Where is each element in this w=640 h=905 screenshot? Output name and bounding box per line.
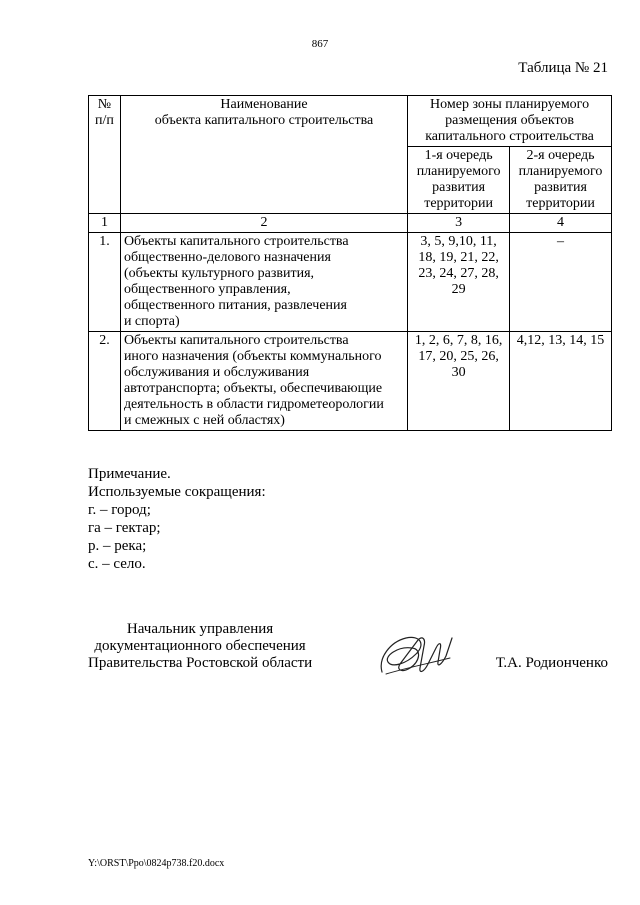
header-text: планируемого — [518, 164, 603, 179]
table-row — [89, 233, 612, 332]
notes-item: с. – село. — [88, 556, 146, 572]
table-caption: Таблица № 21 — [518, 60, 608, 76]
row-name-line: деятельность в области гидрометеорологии — [123, 397, 384, 412]
header-text: капитального строительства — [425, 129, 594, 144]
row-phase1-cell — [408, 332, 510, 431]
row-name-line: и смежных с ней областях) — [123, 413, 285, 428]
header-text: территории — [526, 196, 595, 211]
page-number: 867 — [311, 38, 329, 50]
header-text: размещения объектов — [445, 113, 575, 128]
row-phase2-cell — [510, 233, 612, 332]
header-phase2-cell — [510, 147, 612, 214]
signatory-name: Т.А. Родионченко — [495, 655, 608, 671]
table-header-row — [89, 96, 612, 147]
column-number-cell: 4 — [510, 214, 612, 233]
header-text: объекта капитального строительства — [154, 113, 374, 128]
row-name-line: общественно-делового назначения — [123, 250, 331, 265]
header-text: развития — [534, 180, 587, 195]
row-phase1-line: 3, 5, 9,10, 11, — [420, 234, 497, 249]
column-number-cell: 3 — [408, 214, 510, 233]
objects-table — [88, 95, 612, 431]
header-text: 2-я очередь — [526, 148, 595, 163]
table-row — [89, 332, 612, 431]
file-path: Y:\ORST\Ppo\0824p738.f20.docx — [88, 858, 225, 869]
row-name-cell — [120, 332, 407, 431]
header-name-cell — [120, 96, 407, 214]
row-phase2-line: 4,12, 13, 14, 15 — [516, 333, 605, 348]
row-phase1-line: 18, 19, 21, 22, — [418, 250, 499, 265]
row-name-line: общественного питания, развлечения — [123, 298, 347, 313]
row-phase1-line: 23, 24, 27, 28, — [418, 266, 499, 281]
signatory-title-line: Начальник управления — [126, 621, 274, 637]
row-phase1-line: 1, 2, 6, 7, 8, 16, — [414, 333, 503, 348]
row-phase1-line: 17, 20, 25, 26, — [418, 349, 499, 364]
row-phase1-cell — [408, 233, 510, 332]
row-phase1-line: 29 — [451, 282, 466, 297]
header-text: Номер зоны планируемого — [430, 97, 590, 112]
row-name-line: (объекты культурного развития, — [123, 266, 315, 281]
row-name-line: Объекты капитального строительства — [123, 234, 349, 249]
row-name-line: иного назначения (объекты коммунального — [123, 349, 382, 364]
row-phase1-line: 30 — [451, 365, 466, 380]
header-text: 1-я очередь — [424, 148, 493, 163]
notes-item: г. – город; — [88, 502, 151, 518]
notes-item: га – гектар; — [88, 520, 161, 536]
column-number-cell: 2 — [120, 214, 407, 233]
row-name-line: обслуживания и обслуживания — [123, 365, 310, 380]
header-phase1-cell — [408, 147, 510, 214]
signatory-title-line: Правительства Ростовской области — [88, 655, 313, 671]
row-name-line: автотранспорта; объекты, обеспечивающие — [123, 381, 383, 396]
row-name-cell — [120, 233, 407, 332]
row-num-cell: 1. — [89, 233, 121, 332]
notes-item: р. – река; — [88, 538, 147, 554]
column-number-row — [89, 214, 612, 233]
notes-intro: Используемые сокращения: — [88, 484, 266, 500]
row-name-line: Объекты капитального строительства — [123, 333, 349, 348]
header-text: территории — [424, 196, 493, 211]
signatory-title-line: документационного обеспечения — [94, 638, 306, 654]
row-name-line: общественного управления, — [123, 282, 291, 297]
header-text: развития — [432, 180, 486, 195]
signatory-title — [88, 621, 312, 672]
header-text: п/п — [95, 113, 114, 128]
handwritten-signature — [376, 628, 456, 680]
header-text: планируемого — [416, 164, 501, 179]
notes-block — [88, 465, 266, 573]
header-zone-cell — [408, 96, 612, 147]
column-number-cell: 1 — [89, 214, 121, 233]
row-phase2-line: – — [557, 234, 565, 249]
row-num-cell: 2. — [89, 332, 121, 431]
header-text: Наименование — [220, 97, 308, 112]
header-num-cell — [89, 96, 121, 214]
notes-title: Примечание. — [88, 466, 171, 482]
header-text: № — [97, 97, 112, 112]
row-phase2-cell — [510, 332, 612, 431]
row-name-line: и спорта) — [123, 314, 180, 329]
